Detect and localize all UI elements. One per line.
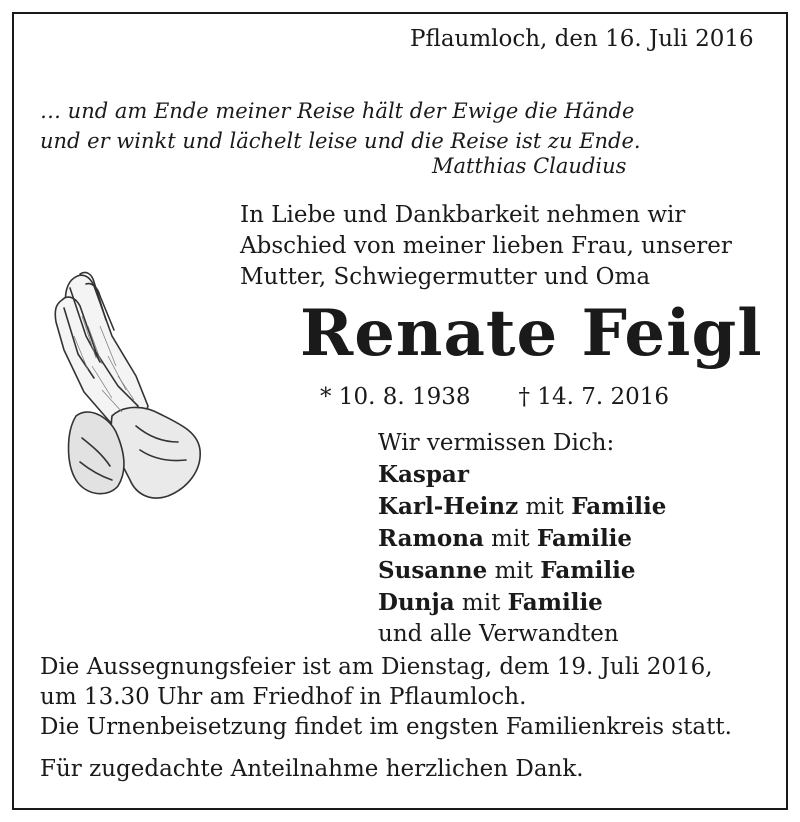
quote-line: und er winkt und lächelt leise und die Reise ist zu Ende. <box>40 129 641 153</box>
mourner-line <box>378 523 666 555</box>
mourners-heading: Wir vermissen Dich: <box>378 430 615 456</box>
ceremony-line: Die Urnenbeisetzung findet im engsten Familienkreis statt. <box>40 714 732 740</box>
mourner-name: Kaspar <box>378 461 469 488</box>
life-dates <box>320 384 669 410</box>
mourner-name: Susanne <box>378 557 488 584</box>
mourner-line <box>378 459 666 491</box>
ceremony-info <box>40 652 732 742</box>
mourner-name: Dunja <box>378 589 455 616</box>
mourner-connector: mit <box>487 558 541 584</box>
mourner-suffix: Familie <box>571 493 667 520</box>
quote-line: … und am Ende meiner Reise hält der Ewige die Hände <box>40 99 635 123</box>
mourners-closing: und alle Verwandten <box>378 621 619 647</box>
quote <box>40 96 641 156</box>
quote-author: Matthias Claudius <box>432 154 627 178</box>
thanks-text: Für zugedachte Anteilnahme herzlichen Dank. <box>40 756 584 782</box>
mourner-line <box>378 555 666 587</box>
mourner-name: Karl-Heinz <box>378 493 519 520</box>
intro-line: In Liebe und Dankbarkeit nehmen wir <box>240 202 686 228</box>
mourner-name: Ramona <box>378 525 484 552</box>
place-date: Pflaumloch, den 16. Juli 2016 <box>410 26 754 52</box>
ceremony-line: um 13.30 Uhr am Friedhof in Pflaumloch. <box>40 684 527 710</box>
praying-hands-icon <box>52 266 202 502</box>
mourner-line <box>378 587 666 619</box>
mourner-suffix: Familie <box>536 525 633 552</box>
mourner-suffix: Familie <box>540 557 636 584</box>
birth-date: * 10. 8. 1938 <box>320 384 471 410</box>
mourners-block <box>378 428 666 650</box>
mourner-connector: mit <box>454 590 508 616</box>
deceased-name: Renate Feigl <box>300 296 763 371</box>
intro-line: Mutter, Schwiegermutter und Oma <box>240 264 651 290</box>
ceremony-line: Die Aussegnungsfeier ist am Dienstag, dem 19. Juli 2016, <box>40 654 713 680</box>
intro-line: Abschied von meiner lieben Frau, unserer <box>240 233 732 259</box>
mourner-connector: mit <box>518 494 572 520</box>
intro-text <box>240 200 732 293</box>
mourner-connector: mit <box>483 526 537 552</box>
mourner-suffix: Familie <box>507 589 603 616</box>
mourner-line <box>378 491 666 523</box>
death-date: † 14. 7. 2016 <box>518 384 669 410</box>
